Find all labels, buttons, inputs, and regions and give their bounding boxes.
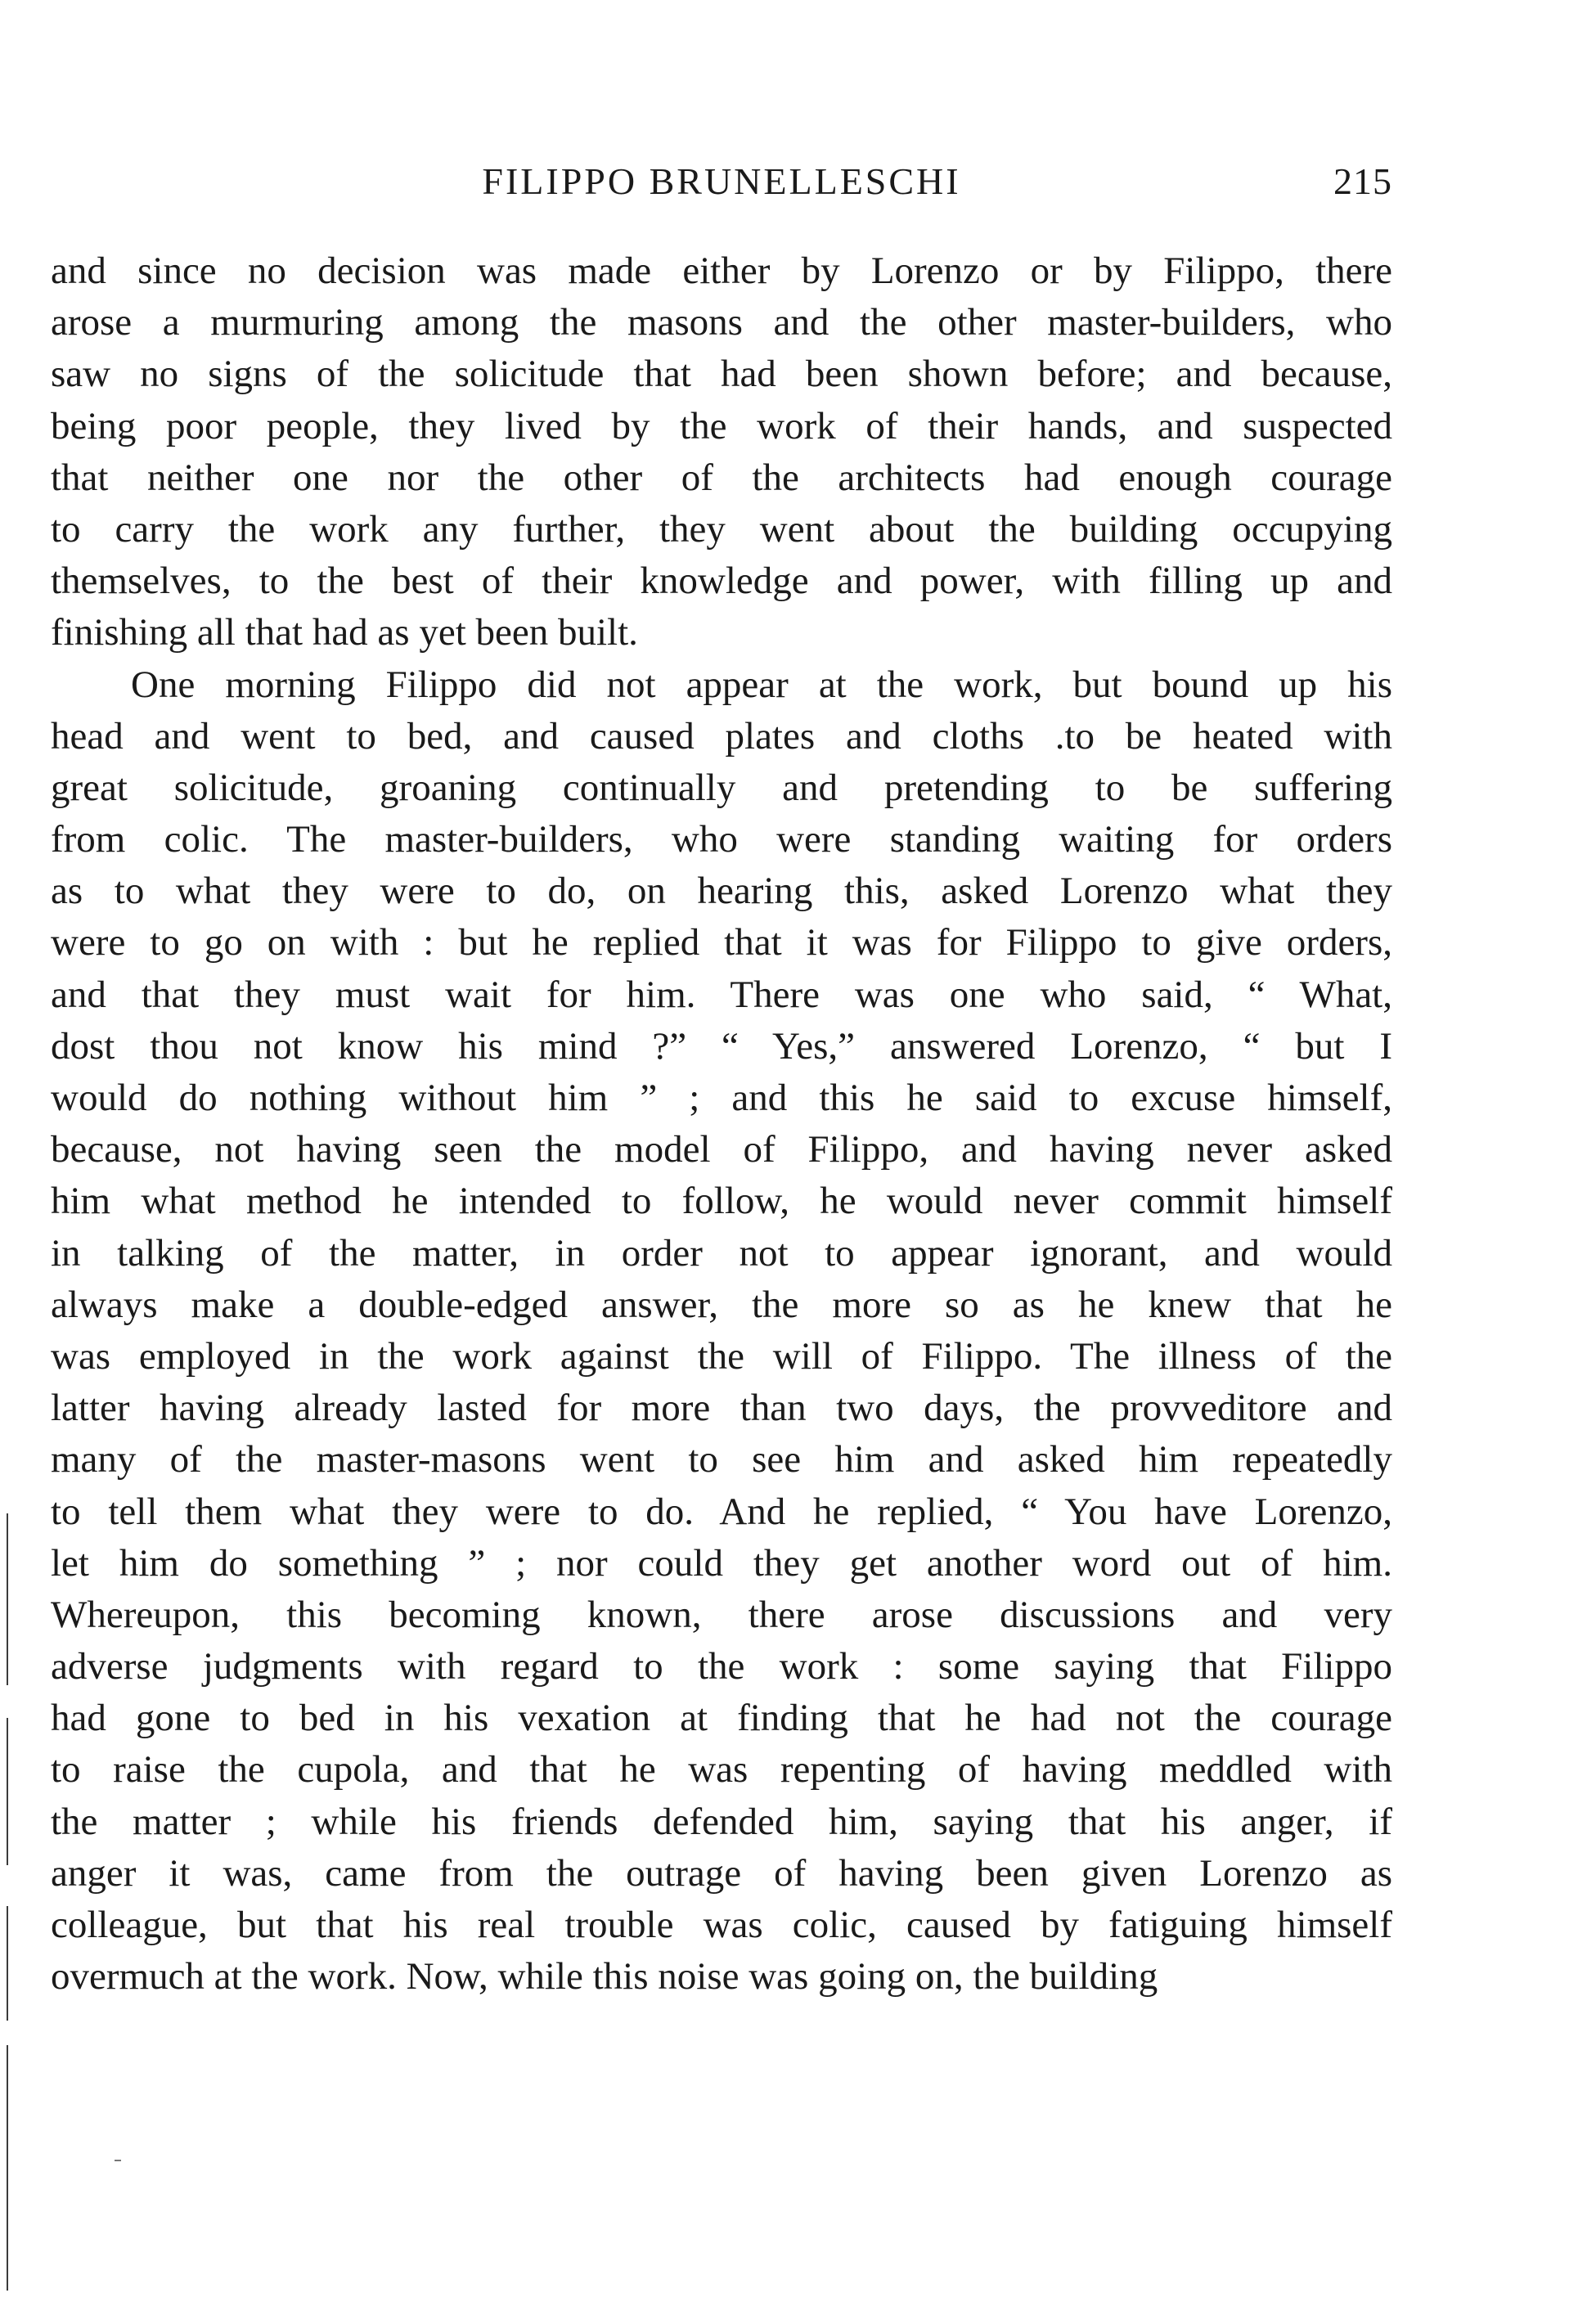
text-line: was employed in the work against the will of Filippo. The illness of the [51, 1334, 1392, 1378]
text-line: always make a double-edged answer, the more so as he knew that he [51, 1283, 1392, 1326]
text-line: had gone to bed in his vexation at finding that he had not the courage [51, 1697, 1392, 1740]
text-line: in talking of the matter, in order not to appear ignorant, and would [51, 1231, 1392, 1275]
text-line: because, not having seen the model of Filippo, and having never asked [51, 1128, 1392, 1171]
text-line: head and went to bed, and caused plates and cloths .to be heated with [51, 714, 1392, 758]
text-line: him what method he intended to follow, he would never commit himself [51, 1180, 1392, 1223]
text-line: saw no signs of the solicitude that had been shown before; and because, [51, 353, 1392, 396]
text-line: to tell them what they were to do. And he replied, “ You have Lorenzo, [51, 1490, 1392, 1533]
text-line: latter having already lasted for more than two days, the provveditore and [51, 1387, 1392, 1430]
text-line: being poor people, they lived by the work of their hands, and suspected [51, 404, 1392, 447]
text-line: dost thou not know his mind ?” “ Yes,” answered Lorenzo, “ but I [51, 1024, 1392, 1068]
text-line: that neither one nor the other of the architects had enough courage [51, 456, 1392, 499]
body-text [51, 245, 1392, 2003]
text-line: finishing all that had as yet been built. [51, 611, 638, 654]
text-line: the matter ; while his friends defended him, saying that his anger, if [51, 1800, 1392, 1843]
text-line: themselves, to the best of their knowledge and power, with filling up and [51, 560, 1392, 603]
text-line: colleague, but that his real trouble was colic, caused by fatiguing himself [51, 1904, 1392, 1946]
text-line: as to what they were to do, on hearing this, asked Lorenzo what they [51, 870, 1392, 913]
text-line: would do nothing without him ” ; and this he said to excuse himself, [51, 1077, 1392, 1119]
text-line: many of the master-masons went to see him and asked him repeatedly [51, 1438, 1392, 1481]
text-line: great solicitude, groaning continually and pretending to be suffering [51, 766, 1392, 809]
text-line: were to go on with : but he replied that it was for Filippo to give orders, [51, 921, 1392, 964]
text-line: to raise the cupola, and that he was repenting of having meddled with [51, 1748, 1392, 1792]
text-line: anger it was, came from the outrage of having been given Lorenzo as [51, 1851, 1392, 1895]
text-line: and since no decision was made either by Lorenzo or by Filippo, there [51, 250, 1392, 292]
text-line: arose a murmuring among the masons and the other master-builders, who [51, 301, 1392, 344]
scan-margin-line [7, 1906, 8, 2021]
running-title: FILIPPO BRUNELLESCHI [482, 160, 961, 202]
text-line: from colic. The master-builders, who were standing waiting for orders [51, 818, 1392, 861]
text-line: One morning Filippo did not appear at the work, but bound up his [131, 663, 1392, 706]
page-number: 215 [1333, 160, 1392, 202]
scan-speck [115, 2160, 121, 2161]
scan-margin-line [7, 1718, 8, 1865]
scan-margin-line [7, 2045, 8, 2291]
scan-margin-line [7, 1513, 8, 1685]
running-head [51, 157, 1392, 206]
text-line: let him do something ” ; nor could they get another word out of him. [51, 1541, 1392, 1585]
text-line: overmuch at the work. Now, while this noise was going on, the building [51, 1955, 1158, 1999]
text-line: to carry the work any further, they went about the building occupying [51, 507, 1392, 551]
text-line: Whereupon, this becoming known, there arose discussions and very [51, 1593, 1392, 1636]
text-line: adverse judgments with regard to the work : some saying that Filippo [51, 1645, 1392, 1688]
paragraph [51, 659, 1392, 2003]
text-line: and that they must wait for him. There was one who said, “ What, [51, 973, 1392, 1016]
paragraph [51, 245, 1392, 659]
